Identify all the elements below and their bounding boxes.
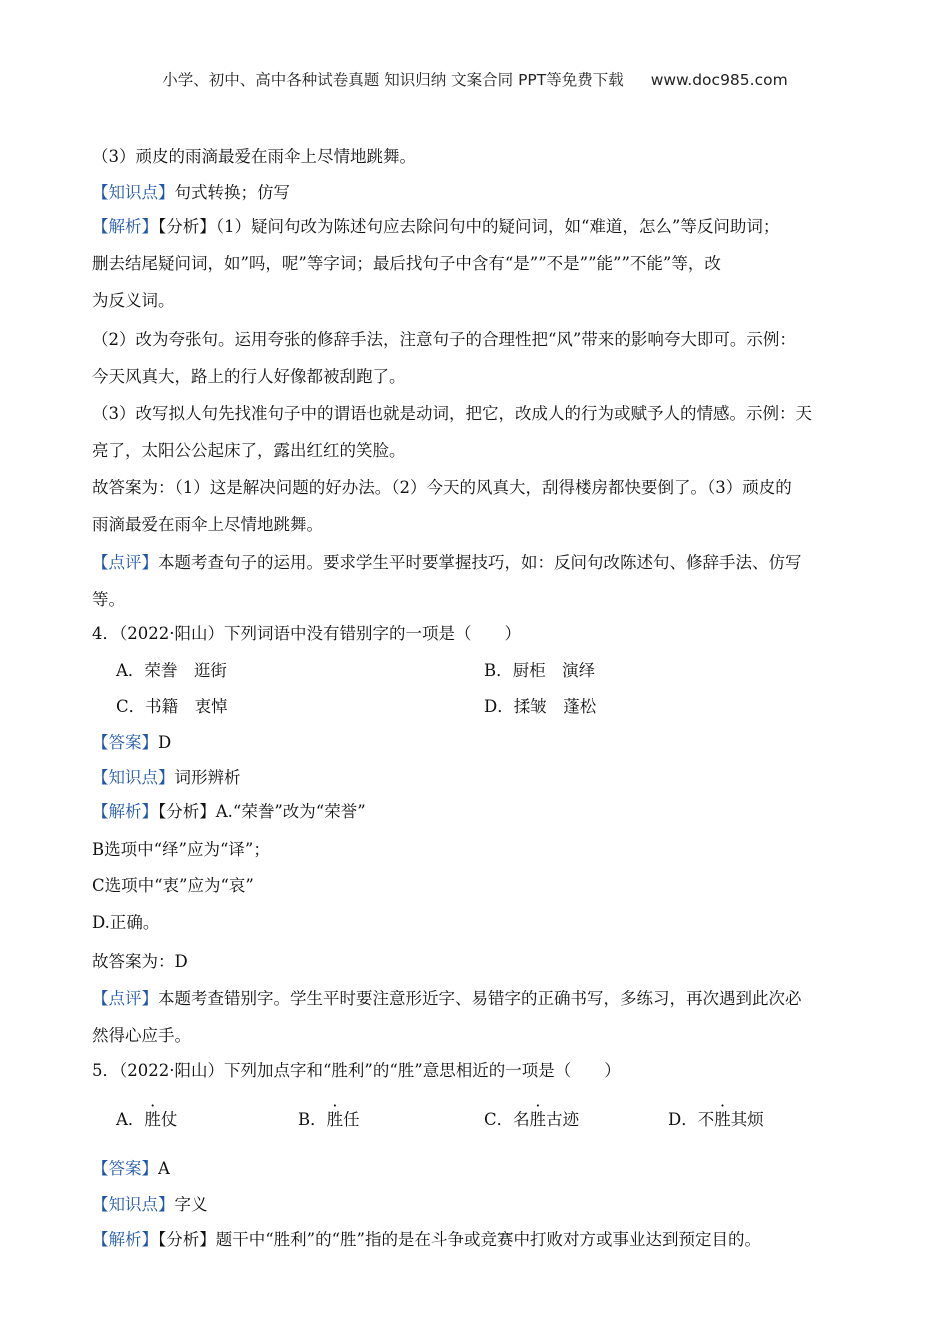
- q5-option-c-label: C．: [484, 1110, 514, 1129]
- q5-option-d-post: 其烦: [730, 1110, 764, 1129]
- analysis-label: 【解析】: [92, 802, 158, 821]
- header-url[interactable]: www.doc985.com: [650, 71, 788, 89]
- q4-analysis-a: A.“荣誊”改为“荣誉”: [215, 802, 366, 821]
- q5-option-d[interactable]: [668, 1110, 764, 1130]
- q3-analysis-line-7: 亮了，太阳公公起床了，露出红红的笑脸。: [92, 441, 406, 460]
- analysis-label: 【解析】: [92, 217, 158, 236]
- q5-option-a-post: 仗: [160, 1110, 178, 1129]
- q4-knowledge: 词形辨析: [174, 768, 241, 787]
- q5-option-c-pre: 名: [513, 1110, 530, 1129]
- q5-option-d-dotted-char: 胜: [714, 1110, 731, 1129]
- answer-label: 【答案】: [92, 733, 158, 752]
- q4-stem: 4．（2022·阳山）下列词语中没有错别字的一项是（ ）: [92, 624, 521, 643]
- q5-answer: A: [158, 1159, 170, 1178]
- fenxi-label: 【分析】: [158, 802, 216, 821]
- q4-option-b[interactable]: B．厨柜 演绎: [484, 661, 596, 680]
- q3-knowledge: 句式转换；仿写: [174, 183, 290, 202]
- q5-option-c[interactable]: [484, 1110, 579, 1130]
- q3-analysis-line-2: 删去结尾疑问词，如”吗，呢”等字词；最后找句子中含有“是””不是””能””不能”等，改: [92, 254, 721, 273]
- q5-option-b-post: 任: [343, 1110, 360, 1129]
- q4-option-a[interactable]: A．荣誊 逛街: [116, 661, 227, 680]
- q5-option-a[interactable]: [116, 1110, 177, 1130]
- knowledge-label: 【知识点】: [92, 1195, 175, 1214]
- fenxi-label: 【分析】: [158, 1230, 216, 1249]
- q4-analysis-line-1: [92, 802, 366, 822]
- q3-item3: （3）顽皮的雨滴最爱在雨伞上尽情地跳舞。: [92, 147, 416, 166]
- q5-option-a-dotted-char: 胜: [144, 1110, 161, 1129]
- q5-knowledge: 字义: [174, 1195, 208, 1214]
- q4-answer-line: [92, 733, 171, 753]
- q5-answer-line: [92, 1159, 170, 1179]
- q4-analysis-c: C选项中“衷”应为“哀”: [92, 876, 254, 895]
- q3-answer-line-2: 雨滴最爱在雨伞上尽情地跳舞。: [92, 515, 323, 534]
- q5-knowledge-line: [92, 1195, 208, 1215]
- q5-option-c-dotted-char: 胜: [529, 1110, 547, 1129]
- analysis-label: 【解析】: [92, 1230, 158, 1249]
- q5-option-b-dotted-char: 胜: [326, 1110, 344, 1129]
- q5-analysis-text: 题干中“胜利”的“胜”指的是在斗争或竞赛中打败对方或事业达到预定目的。: [215, 1230, 761, 1249]
- knowledge-label: 【知识点】: [92, 183, 175, 202]
- q3-analysis-line-3: 为反义词。: [92, 291, 175, 310]
- q5-option-b[interactable]: [298, 1110, 360, 1130]
- q3-comment-line-1: [92, 553, 802, 573]
- comment-label: 【点评】: [92, 553, 158, 572]
- q3-comment-line-2: 等。: [92, 590, 125, 609]
- fenxi-label: 【分析】: [158, 217, 216, 236]
- q5-option-b-label: B．: [298, 1110, 327, 1129]
- q3-analysis-line-1: [92, 217, 779, 237]
- knowledge-label: 【知识点】: [92, 768, 175, 787]
- q4-comment-text-1: 本题考查错别字。学生平时要注意形近字、易错字的正确书写，多练习，再次遇到此次必: [158, 989, 802, 1008]
- q5-option-d-pre: 不: [697, 1110, 715, 1129]
- comment-label: 【点评】: [92, 989, 158, 1008]
- answer-label: 【答案】: [92, 1159, 158, 1178]
- q3-analysis-line-6: （3）改写拟人句先找准句子中的谓语也就是动词，把它，改成人的行为或赋予人的情感。示例：天: [92, 404, 812, 423]
- q3-answer-line-1: 故答案为：（1）这是解决问题的好办法。（2）今天的风真大，刮得楼房都快要倒了。（3）顽皮的: [92, 478, 792, 497]
- q4-option-d[interactable]: D．揉皱 蓬松: [484, 697, 597, 716]
- q4-knowledge-line: [92, 768, 241, 788]
- q4-analysis-b: B选项中“绎”应为“译”；: [92, 840, 270, 859]
- q3-analysis-line-4: （2）改为夸张句。运用夸张的修辞手法，注意句子的合理性把“风”带来的影响夸大即可。示例：: [92, 330, 796, 349]
- q4-answer: D: [158, 733, 172, 752]
- q5-option-c-post: 古迹: [546, 1110, 580, 1129]
- header-text: 小学、初中、高中各种试卷真题 知识归纳 文案合同 PPT等免费下载: [162, 71, 624, 89]
- q5-stem: 5．（2022·阳山）下列加点字和“胜利”的“胜”意思相近的一项是（ ）: [92, 1061, 621, 1080]
- q5-analysis-line: [92, 1230, 761, 1250]
- q5-option-a-label: A．: [116, 1110, 145, 1129]
- q3-analysis-text-1: （1）疑问句改为陈述句应去除问句中的疑问词，如“难道，怎么”等反问助词；: [215, 217, 780, 236]
- q5-option-d-label: D．: [668, 1110, 698, 1129]
- q3-comment-text-1: 本题考查句子的运用。要求学生平时要掌握技巧，如：反问句改陈述句、修辞手法、仿写: [158, 553, 802, 572]
- q4-analysis-d: D.正确。: [92, 913, 160, 932]
- q4-final-answer: 故答案为：D: [92, 952, 188, 971]
- q4-option-c[interactable]: C．书籍 衷悼: [116, 697, 228, 716]
- q4-comment-line-1: [92, 989, 802, 1009]
- q3-analysis-line-5: 今天风真大，路上的行人好像都被刮跑了。: [92, 367, 406, 386]
- q4-comment-line-2: 然得心应手。: [92, 1026, 191, 1045]
- q3-knowledge-line: [92, 183, 290, 203]
- page-header: [0, 68, 950, 90]
